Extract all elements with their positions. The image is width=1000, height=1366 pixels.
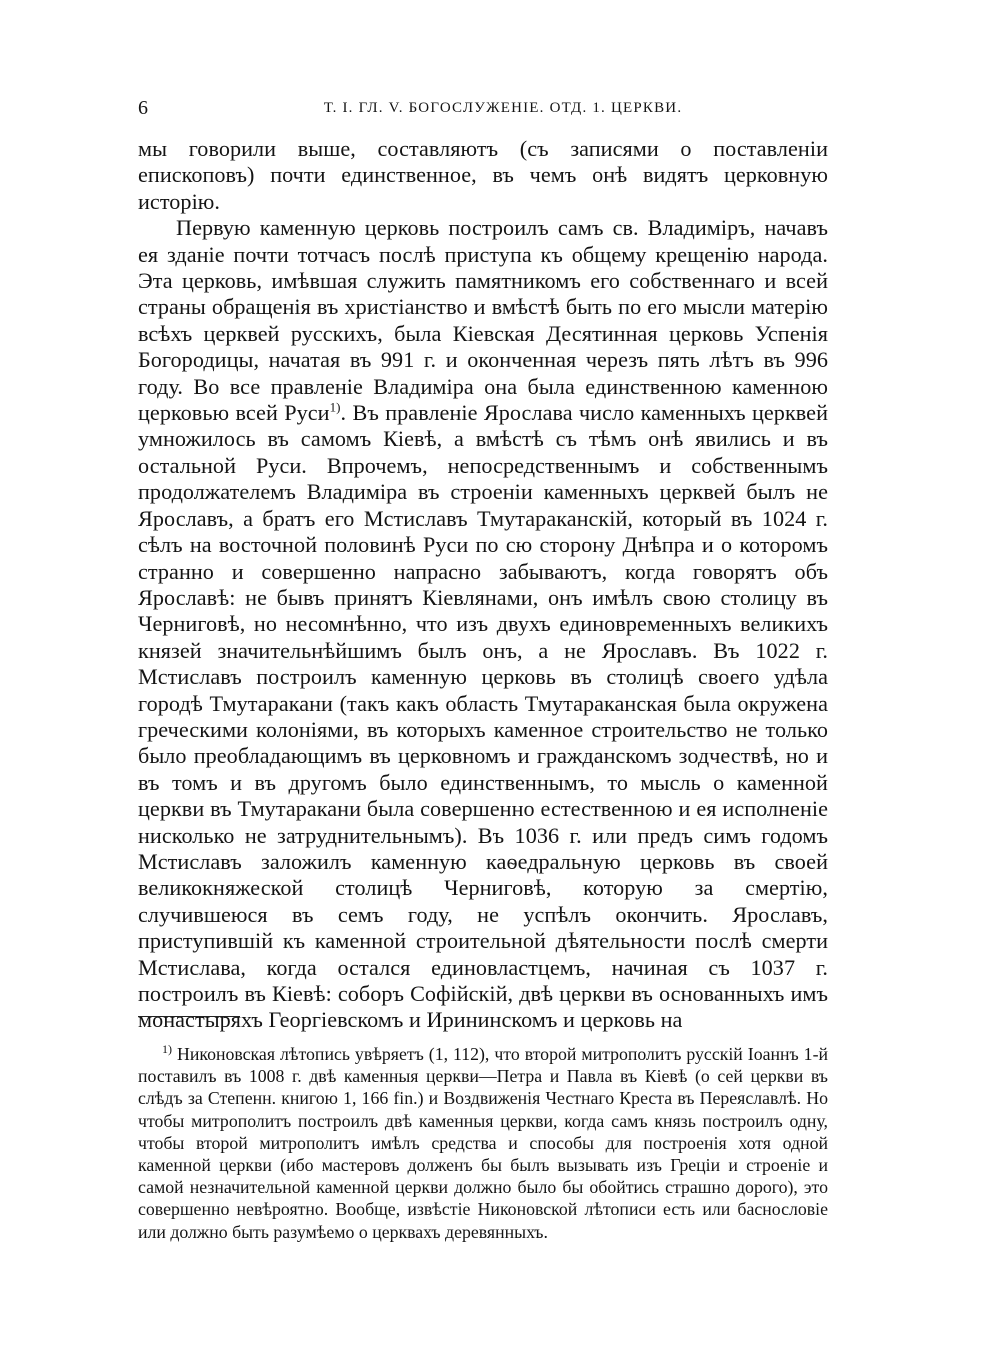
footnote-divider: [138, 1016, 240, 1017]
running-head: [138, 96, 828, 120]
running-title: Т. I. ГЛ. V. БОГОСЛУЖЕНІЕ. ОТД. 1. ЦЕРКВИ.: [323, 100, 683, 116]
paragraph-text-before-note: Первую каменную церковь построилъ самъ св. Владиміръ, начавъ ея зданіе почти тотчасъ послѣ приступа къ общему крещенію народа. Эта церковь, имѣвшая служить памятникомъ его собственнаго и всей страны обращенія въ христіанство и вмѣстѣ быть по его мысли матерію всѣхъ церквей русскихъ, была Кіевская Десятинная церковь Успенія Богородицы, начатая въ 991 г. и оконченная черезъ пять лѣтъ въ 996 году. Во все правленіе Владиміра она была единственною каменною церковью всей Руси: [138, 215, 828, 426]
paragraph-continuation: мы говорили выше, составляютъ (съ записями о поставленіи епископовъ) почти единственное, въ чемъ онѣ видятъ церковную исторію.: [138, 136, 828, 214]
paragraph-text-after-note: . Въ правленіе Ярослава число каменныхъ церквей умножилось въ самомъ Кіевѣ, а вмѣстѣ съ тѣмъ онѣ явились и въ остальной Руси. Впрочемъ, непосредственнымъ и собственнымъ продолжателемъ Владиміра въ строеніи каменныхъ церквей былъ не Ярославъ, а братъ его Мстиславъ Тмутараканскій, который въ 1024 г. сѣлъ на восточной половинѣ Руси по сю сторону Днѣпра и о которомъ странно и совершенно напрасно забываютъ, когда говорятъ объ Ярославѣ: не бывъ принятъ Кіевлянами, онъ имѣлъ свою столицу въ Черниговѣ, но несомнѣнно, что изъ двухъ единовременныхъ великихъ князей значительнѣйшимъ былъ онъ, а не Ярославъ. Въ 1022 г. Мстиславъ построилъ каменную церковь въ столицѣ своего удѣла городѣ Тмутаракани (такъ какъ область Тмутараканская была окружена греческими колоніями, въ которыхъ каменное строительство не только было преобладающимъ въ церковномъ и гражданскомъ зодчествѣ, но и въ томъ и въ другомъ было единственнымъ, то мысль о каменной церкви въ Тмутаракани была совершенно естественною и ея исполненіе нисколько не затруднительнымъ). Въ 1036 г. или предъ симъ годомъ Мстиславъ заложилъ каменную каѳедральную церковь въ своей великокняжеской столицѣ Черниговѣ, которую за смертію, случившеюся въ семъ году, не успѣлъ окончить. Ярославъ, приступившій къ каменной строительной дѣятельности послѣ смерти Мстислава, когда остался единовластцемъ, начиная съ 1037 г. построилъ въ Кіевѣ: соборъ Софійскій, двѣ церкви въ основанныхъ имъ монастыряхъ Георгіевскомъ и Ирининскомъ и церковь на: [138, 400, 828, 1033]
footnote-reference[interactable]: 1): [329, 399, 341, 415]
footnote-mark: 1): [162, 1042, 172, 1057]
main-text: [138, 136, 828, 1034]
footnote-1: [138, 1043, 828, 1243]
paragraph-first-stone-church: [138, 215, 828, 1034]
footnote-text: Никоновская лѣтопись увѣряетъ (1, 112), что второй митрополитъ русскій Іоаннъ 1-й поставилъ въ 1008 г. двѣ каменныя церкви—Петра и Павла въ Кіевѣ (о сей церкви въ слѣдъ за Степенн. книгою 1, 166 fin.) и Воздвиженія Честнаго Креста въ Переяславлѣ. Но чтобы митрополитъ построилъ двѣ каменныя церкви, когда самъ князь построилъ одну, чтобы второй митрополитъ имѣлъ средства и способы для построенія хотя одной каменной церкви (ибо мастеровъ долженъ бы былъ вызывать изъ Греціи и строеніе и самой незначительной каменной церкви должно было бы обойтись страшно дорого), это совершенно невѣроятно. Вообще, извѣстіе Никоновской лѣтописи есть или баснословіе или должно быть разумѣемо о церквахъ деревянныхъ.: [138, 1044, 829, 1242]
page-number: 6: [138, 97, 148, 119]
footnote-area: [138, 1043, 828, 1243]
